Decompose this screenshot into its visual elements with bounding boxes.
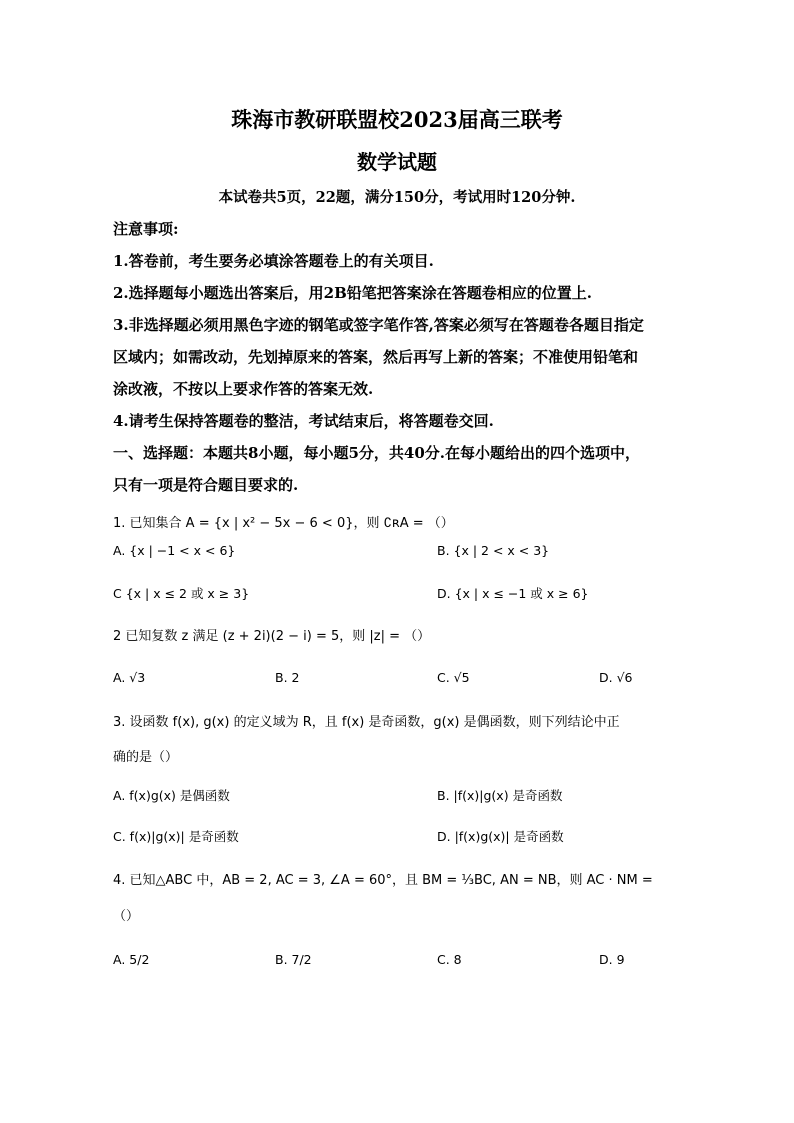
question-1-option-a: A. {x | −1 < x < 6} bbox=[113, 543, 236, 558]
exam-title: 珠海市教研联盟校2023届高三联考 bbox=[231, 107, 563, 132]
question-2-option-d: D. √6 bbox=[599, 670, 633, 685]
question-3-option-d: D. |f(x)g(x)| 是奇函数 bbox=[437, 829, 564, 844]
question-3-option-a: A. f(x)g(x) 是偶函数 bbox=[113, 788, 230, 803]
question-2-option-c: C. √5 bbox=[437, 670, 470, 685]
question-1-option-b: B. {x | 2 < x < 3} bbox=[437, 543, 550, 558]
question-1-stem: 1. 已知集合 A = {x | x² − 5x − 6 < 0}，则 ∁ʀA = （） bbox=[113, 516, 454, 531]
question-4-option-a: A. 5/2 bbox=[113, 952, 150, 967]
question-2-option-b: B. 2 bbox=[275, 670, 300, 685]
question-2-option-a: A. √3 bbox=[113, 670, 146, 685]
notice-item-4: 4.请考生保持答题卷的整洁，考试结束后，将答题卷交回. bbox=[113, 412, 494, 430]
question-4-option-c: C. 8 bbox=[437, 952, 462, 967]
notice-item-3-line-2: 区域内；如需改动，先划掉原来的答案，然后再写上新的答案；不准使用铅笔和 bbox=[113, 348, 639, 366]
question-4-option-b: B. 7/2 bbox=[275, 952, 312, 967]
question-1-option-c: C {x | x ≤ 2 或 x ≥ 3} bbox=[113, 586, 250, 601]
notice-item-1: 1.答卷前，考生要务必填涂答题卷上的有关项目. bbox=[113, 252, 434, 270]
question-1-option-d: D. {x | x ≤ −1 或 x ≥ 6} bbox=[437, 586, 589, 601]
section-1-line-1: 一、选择题：本题共8小题，每小题5分，共40分.在每小题给出的四个选项中， bbox=[113, 444, 640, 462]
question-2-stem: 2 已知复数 z 满足 (z + 2i)(2 − i) = 5，则 |z| = （） bbox=[113, 629, 431, 644]
question-3-option-c: C. f(x)|g(x)| 是奇函数 bbox=[113, 829, 239, 844]
question-3-option-b: B. |f(x)|g(x) 是奇函数 bbox=[437, 788, 563, 803]
notice-item-2: 2.选择题每小题选出答案后，用2B铅笔把答案涂在答题卷相应的位置上. bbox=[113, 284, 592, 302]
notice-item-3-line-1: 3.非选择题必须用黑色字迹的钢笔或签字笔作答,答案必须写在答题卷各题目指定 bbox=[113, 316, 644, 334]
question-3-stem-line-2: 确的是（） bbox=[113, 750, 179, 765]
exam-info: 本试卷共5页，22题，满分150分，考试用时120分钟. bbox=[218, 189, 576, 206]
notice-heading: 注意事项: bbox=[113, 220, 179, 238]
notice-item-3-line-3: 涂改液，不按以上要求作答的答案无效. bbox=[113, 380, 374, 398]
question-3-stem-line-1: 3. 设函数 f(x), g(x) 的定义域为 R，且 f(x) 是奇函数，g(x) 是偶函数，则下列结论中正 bbox=[113, 715, 620, 730]
question-4-option-d: D. 9 bbox=[599, 952, 625, 967]
exam-subtitle: 数学试题 bbox=[357, 150, 437, 174]
question-4-stem-line-1: 4. 已知△ABC 中，AB = 2, AC = 3, ∠A = 60°，且 BM = ⅓BC, AN = NB，则 AC · NM = bbox=[113, 873, 653, 888]
question-4-stem-line-2: （） bbox=[113, 909, 140, 924]
section-1-line-2: 只有一项是符合题目要求的. bbox=[113, 476, 299, 494]
